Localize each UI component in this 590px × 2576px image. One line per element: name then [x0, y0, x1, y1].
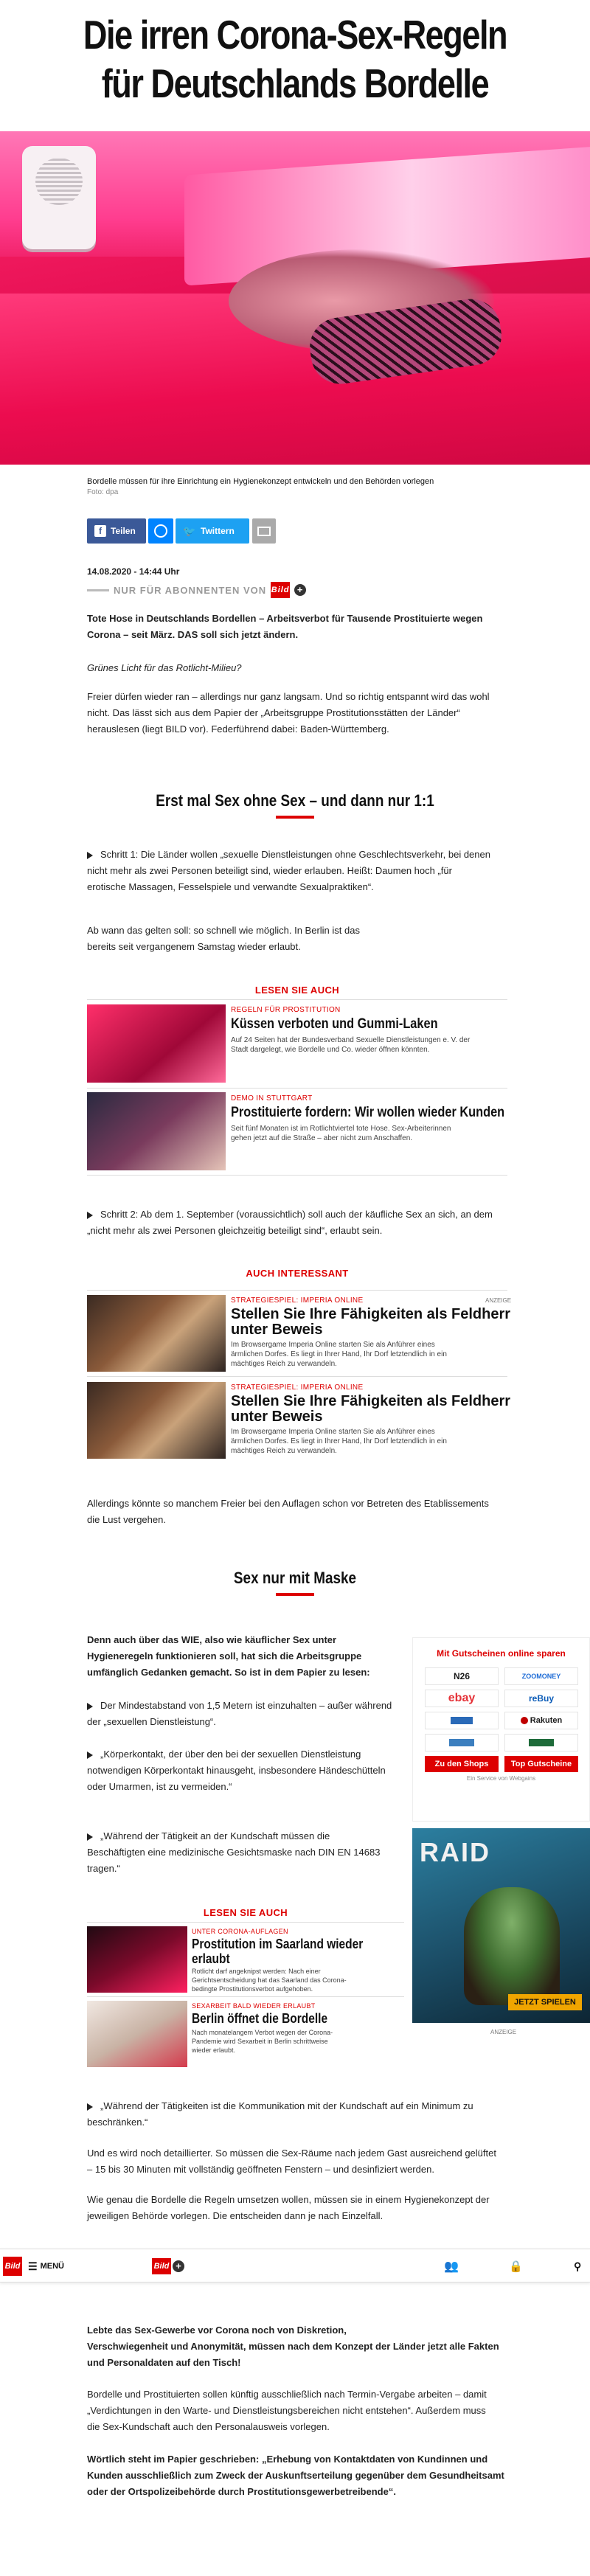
- ad-teaser-2-text: Im Browsergame Imperia Online starten Sie als Anführer eines ärmlichen Dorfes. Es liegt in Ihrer Hand, Ihr Dorf letztendlich in ein mächtiges Reich zu verwandeln.: [231, 1428, 447, 1455]
- divider: [87, 1175, 507, 1176]
- shop-tile-5[interactable]: [425, 1734, 499, 1752]
- intro-question: Grünes Licht für das Rotlicht-Milieu?: [87, 662, 242, 673]
- image-caption: Bordelle müssen für ihre Einrichtung ein Hygienekonzept entwickeln und den Behörden vorlegen: [87, 477, 434, 486]
- paragraph-1: [87, 689, 507, 737]
- coupon-widget-title: Mit Gutscheinen online sparen: [437, 1648, 566, 1659]
- ad-teaser-2-image[interactable]: [87, 1382, 226, 1459]
- subheading-1-rule: [276, 816, 314, 819]
- teaser-2-image[interactable]: [87, 1092, 226, 1170]
- publish-date: 14.08.2020 - 14:44 Uhr: [87, 566, 180, 577]
- divider: [87, 999, 507, 1000]
- top-coupons-button[interactable]: Top Gutscheine: [504, 1756, 578, 1772]
- ad-teaser-2-title[interactable]: Stellen Sie Ihre Fähigkeiten als Feldherr unter Beweis: [231, 1393, 511, 1425]
- mail-icon: [257, 527, 271, 536]
- teaser-4-title[interactable]: Berlin öffnet die Bordelle: [192, 2011, 328, 2026]
- twitter-share-label: Twittern: [201, 526, 235, 536]
- teaser-2-title[interactable]: Prostituierte fordern: Wir wollen wieder Kunden: [231, 1105, 505, 1120]
- step-2-line-1: Schritt 2: Ab dem 1. September (voraussichtlich) soll auch der käufliche Sex an sich, an dem: [87, 1207, 507, 1223]
- ad-teaser-1-title[interactable]: Stellen Sie Ihre Fähigkeiten als Feldherr unter Beweis: [231, 1306, 511, 1338]
- bullet-icon: [87, 1703, 93, 1710]
- abo-label: NUR FÜR ABONNENTEN VON: [114, 584, 267, 596]
- image-credit: Foto: dpa: [87, 488, 119, 496]
- bold-paragraph-3: Wörtlich steht im Papier geschrieben: „Erhebung von Kontaktdaten von Kundinnen und Kunden ausschließlich zum Zweck der Auskunftserteilung gegenüber dem Gesundheitsamt oder der Ortspolizeibehörde durch Prostitutionsgewerbetreibende“.: [87, 2454, 504, 2497]
- bildplus-icon: +: [173, 2260, 184, 2272]
- p1-line-1: Freier dürfen wieder ran – allerdings nur ganz langsam. Und so richtig entspannt wird das wohl: [87, 691, 490, 702]
- facebook-share-button[interactable]: [87, 518, 146, 544]
- teaser-1-kicker: REGELN FÜR PROSTITUTION: [231, 1006, 341, 1014]
- ad-teaser-1-image[interactable]: [87, 1295, 226, 1372]
- paragraph-2: Ab wann das gelten soll: so schnell wie möglich. In Berlin ist das bereits seit vergangenem Samstag wieder erlaubt.: [87, 925, 360, 952]
- step-1-line-2: nicht mehr als zwei Personen beteiligt sind, wieder erlauben. Heißt: Daumen hoch „für: [87, 865, 452, 876]
- shop-tile-6[interactable]: [504, 1734, 578, 1752]
- shop-tile-rebuy[interactable]: reBuy: [504, 1690, 578, 1707]
- twitter-share-button[interactable]: [176, 518, 249, 544]
- paragraph-5: Wie genau die Bordelle die Regeln umsetzen wollen, müssen sie in einem Hygienekonzept der jeweiligen Behörde vorlegen. Die entscheiden dann je nach Einzelfall.: [87, 2194, 490, 2221]
- shop-tile-3[interactable]: [425, 1712, 499, 1729]
- subheading-2: Sex nur mit Maske: [233, 1569, 357, 1587]
- lead-paragraph: [87, 611, 507, 643]
- teaser-1-text: Auf 24 Seiten hat der Bundesverband Sexuelle Dienstleistungen e. V. der Stadt dargelegt, wie Bordelle und Co. wieder öffnen könnten.: [231, 1036, 471, 1054]
- shop-logo-icon: [449, 1739, 474, 1746]
- ad-teaser-2-kicker: STRATEGIESPIEL: IMPERIA ONLINE: [231, 1384, 364, 1392]
- p1-line-2: nicht. Das lässt sich aus dem Papier der „Arbeitsgruppe Prostitutionsstätten der Länder“: [87, 707, 460, 718]
- teaser-4-text: Nach monatelangem Verbot wegen der Corona- Pandemie wird Sexarbeit in Berlin schrittweise wieder erlaubt.: [192, 2029, 333, 2054]
- paragraph-4: Und es wird noch detaillierter. So müssen die Sex-Räume nach jedem Gast ausreichend gelüftet – 15 bis 30 Minuten mit vollständig geöffneten Fenstern – und desinfiziert werden.: [87, 2148, 496, 2175]
- rule-4: „Während der Tätigkeiten ist die Kommunikation mit der Kundschaft auf ein Minimum zu beschränken.“: [87, 2100, 473, 2128]
- bullet-icon: [87, 852, 93, 859]
- auch-interessant-title: AUCH INTERESSANT: [246, 1268, 349, 1279]
- sticky-navbar: [0, 2249, 590, 2282]
- step-1-line-3: erotische Massagen, Fesselspiele und verwandte Sexualpraktiken“.: [87, 881, 374, 892]
- p1-line-3: herauslesen (liegt BILD vor). Federführend dabei: Baden-Württemberg.: [87, 723, 389, 735]
- teaser-3-title[interactable]: Prostitution im Saarland wieder erlaubt: [192, 1937, 364, 1966]
- bullet-icon: [87, 1212, 93, 1219]
- rule-2: „Körperkontakt, der über den bei der sexuellen Dienstleistung notwendigen Körperkontakt hinausgeht, insbesondere Händeschütteln oder Umarmen, ist zu vermeiden.“: [87, 1749, 386, 1792]
- bild-home-logo[interactable]: Bild: [3, 2249, 22, 2283]
- bildplus-nav-logo[interactable]: Bild +: [152, 2249, 184, 2283]
- messenger-share-button[interactable]: [148, 518, 173, 544]
- lesen-sie-auch-title: LESEN SIE AUCH: [254, 985, 340, 996]
- abo-bar-left: [87, 589, 109, 591]
- hamburger-icon: ☰: [28, 2260, 38, 2272]
- ad-teaser-1-text: Im Browsergame Imperia Online starten Sie als Anführer eines ärmlichen Dorfes. Es liegt in Ihrer Hand, Ihr Dorf letztendlich in ein mächtiges Reich zu verwandeln.: [231, 1341, 447, 1368]
- ad-character: [464, 1887, 560, 2005]
- rule-3: „Während der Tätigkeit an der Kundschaft müssen die Beschäftigten eine medizinische Gesichtsmaske nach DIN EN 14683 tragen.“: [87, 1830, 381, 1874]
- coupon-widget-footer: Ein Service von Webgains: [466, 1775, 536, 1782]
- step-1-line-1: Schritt 1: Die Länder wollen „sexuelle Dienstleistungen ohne Geschlechtsverkehr, bei denen: [87, 847, 507, 863]
- twitter-icon: 🐦: [183, 524, 196, 537]
- teaser-2-kicker: DEMO IN STUTTGART: [231, 1094, 313, 1103]
- bold-paragraph-2: Lebte das Sex-Gewerbe vor Corona noch von Diskretion, Verschwiegenheit und Anonymität, müssen nach dem Konzept der Länder jetzt alle Fakten und Personaldaten auf den Tisch!: [87, 2325, 499, 2368]
- sidebar-ad-label: ANZEIGE: [490, 2029, 517, 2035]
- divider: [87, 1922, 404, 1923]
- divider: [87, 1088, 507, 1089]
- bold-paragraph-1: Denn auch über das WIE, also wie käuflicher Sex unter Hygieneregeln funktionieren soll, hat sich die Arbeitsgruppe umfänglich Gedanken gemacht. So ist in dem Papier zu lesen:: [87, 1634, 370, 1678]
- to-shops-button[interactable]: Zu den Shops: [425, 1756, 499, 1772]
- headline-line-1: Die irren Corona-Sex-Regeln: [83, 12, 507, 58]
- rakuten-icon: [521, 1717, 528, 1724]
- shop-tile-rakuten[interactable]: Rakuten: [504, 1712, 578, 1729]
- messenger-icon: [154, 524, 167, 538]
- ad-play-button[interactable]: JETZT SPIELEN: [508, 1994, 582, 2010]
- teaser-4-image[interactable]: [87, 2001, 187, 2067]
- shop-logo-icon: [451, 1717, 473, 1724]
- account-icon[interactable]: 👥: [444, 2260, 459, 2273]
- lesen-sie-auch-2-title: LESEN SIE AUCH: [203, 1907, 288, 1918]
- bildplus-icon: +: [294, 584, 306, 596]
- step-1: [87, 847, 507, 895]
- facebook-icon: f: [94, 525, 106, 537]
- search-icon[interactable]: ⚲: [574, 2260, 582, 2272]
- ad-teaser-1-kicker: STRATEGIESPIEL: IMPERIA ONLINE: [231, 1296, 364, 1305]
- teaser-1-title[interactable]: Küssen verboten und Gummi-Laken: [231, 1016, 438, 1032]
- headline: [53, 10, 537, 108]
- bullet-icon: [87, 2103, 93, 2111]
- menu-button[interactable]: [28, 2249, 64, 2283]
- lead-line-1: Tote Hose in Deutschlands Bordellen – Arbeitsverbot für Tausende Prostituierte wegen: [87, 613, 483, 624]
- headline-line-2: für Deutschlands Bordelle: [101, 60, 489, 106]
- teaser-4-kicker: SEXARBEIT BALD WIEDER ERLAUBT: [192, 2002, 316, 2010]
- coupon-widget: [412, 1637, 590, 1822]
- teaser-2-text: Seit fünf Monaten ist im Rotlichtviertel tote Hose. Sex-Arbeiterinnen gehen jetzt auf die Straße – aber nicht zum Anschaffen.: [231, 1125, 451, 1142]
- ad-brand: RAID: [420, 1837, 490, 1867]
- facebook-share-label: Teilen: [111, 526, 136, 536]
- divider: [87, 1376, 507, 1377]
- menu-label: MENÜ: [40, 2262, 64, 2271]
- bild-logo: Bild: [271, 582, 290, 598]
- teaser-3-text: Rotlicht darf angeknipst werden: Nach einer Gerichtsentscheidung hat das Saarland das Corona- bedingte Prostitutionsverbot aufgehoben.: [192, 1968, 347, 1993]
- shop-tile-n26[interactable]: N26: [425, 1667, 499, 1685]
- lock-icon[interactable]: 🔒: [509, 2260, 523, 2273]
- shop-tile-zoomoney[interactable]: ZOOMONEY: [504, 1667, 578, 1685]
- rule-1: Der Mindestabstand von 1,5 Metern ist einzuhalten – außer während der „sexuellen Dienstleistung“.: [87, 1700, 392, 1727]
- hero-image: [0, 131, 590, 465]
- paragraph-3: Allerdings könnte so manchem Freier bei den Auflagen schon vor Betreten des Etablissements die Lust vergehen.: [87, 1498, 489, 1525]
- shop-logo-icon: [529, 1739, 554, 1746]
- shop-tile-ebay[interactable]: ebay: [425, 1690, 499, 1707]
- lead-line-2: Corona – seit März. DAS soll sich jetzt ändern.: [87, 629, 299, 640]
- subheading-1: Erst mal Sex ohne Sex – und dann nur 1:1: [156, 791, 434, 810]
- divider: [87, 1996, 404, 1997]
- divider: [87, 1290, 507, 1291]
- abo-badge: [87, 583, 306, 597]
- bullet-icon: [87, 1752, 93, 1759]
- bullet-icon: [87, 1833, 93, 1841]
- teaser-1-image[interactable]: [87, 1004, 226, 1083]
- paragraph-6: Bordelle und Prostituierten sollen künftig ausschließlich nach Termin-Vergabe arbeiten – damit „Verdichtungen in den Warte- und Dienstleistungsbereichen nicht entstehen“. Außerdem muss die Sex-Kundschaft auch den Personalausweis vorlegen.: [87, 2389, 487, 2432]
- step-2: [87, 1207, 507, 1239]
- teaser-3-image[interactable]: [87, 1926, 187, 1993]
- sidebar-ad[interactable]: [412, 1828, 590, 2023]
- step-2-line-2: „nicht mehr als zwei Personen gleichzeitig beteiligt sind“, erlaubt sein.: [87, 1225, 383, 1236]
- mail-share-button[interactable]: [252, 518, 276, 544]
- subheading-2-rule: [276, 1593, 314, 1596]
- teaser-3-kicker: UNTER CORONA-AUFLAGEN: [192, 1928, 288, 1935]
- ad-label: ANZEIGE: [485, 1297, 512, 1304]
- hero-heater: [22, 146, 96, 249]
